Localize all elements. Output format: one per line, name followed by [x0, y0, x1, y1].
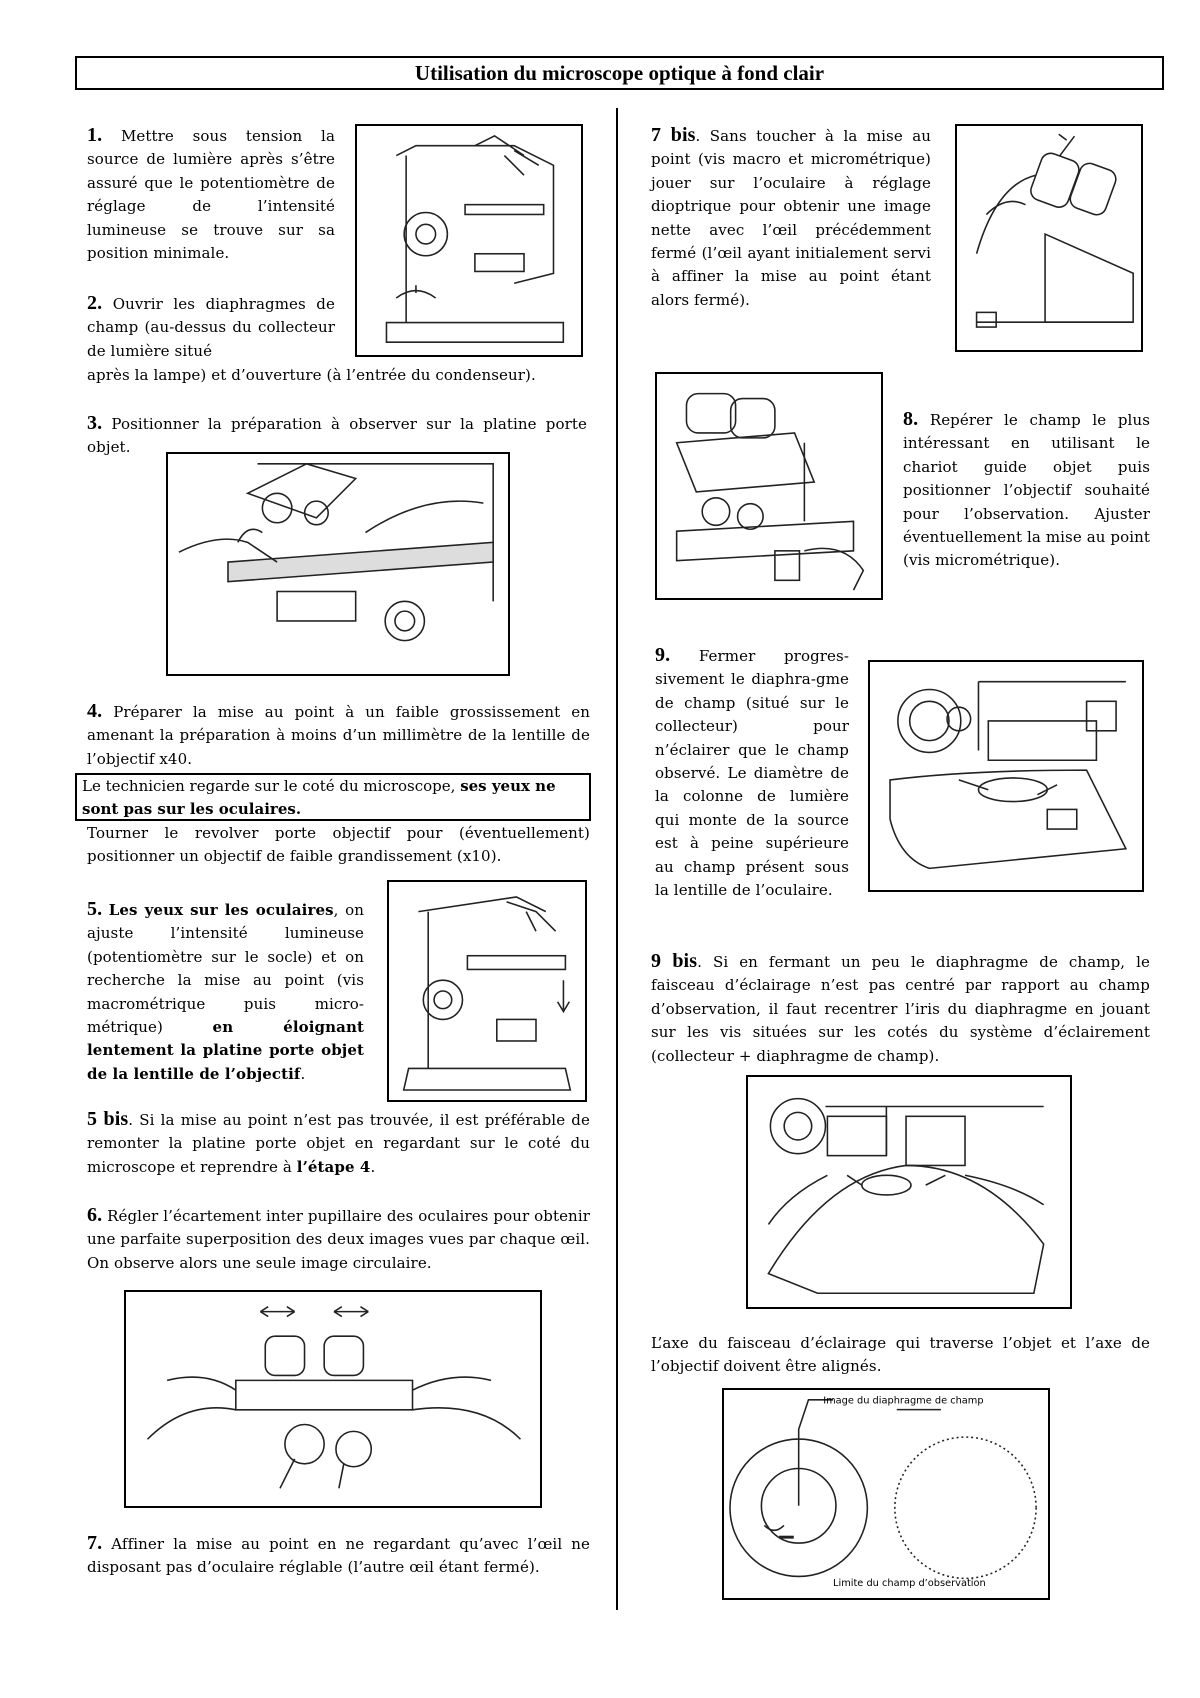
step-9-text: Fermer progres-sivement le diaphra-gme de champ (situé sur le collecteur) pour n’éclairer que le champ observé. Le diamètre de la colonne de lumière qui monte de la source est à peine supérieure au champ présent sous la lentille de l’oculaire.	[655, 647, 849, 900]
diagram-label-top: Image du diaphragme de champ	[823, 1395, 984, 1407]
step-4-warning-box	[75, 773, 591, 821]
step-8	[903, 408, 1150, 573]
figure-field-diagram	[722, 1388, 1050, 1600]
step-5-end: .	[300, 1064, 306, 1083]
diagram-label-bottom: Limite du champ d’observation	[833, 1578, 986, 1590]
step-4-number: 4.	[87, 700, 103, 722]
page-title: Utilisation du microscope optique à fond clair	[75, 56, 1164, 90]
step-5-bold-b: en éloignant lentement la platine porte objet de la lentille de l’objectif	[87, 1018, 364, 1083]
step-2	[87, 292, 335, 363]
step-1-number: 1.	[87, 124, 103, 146]
figure-field-diaphragm	[868, 660, 1144, 892]
figure-interpupillary	[124, 1290, 542, 1508]
figure-centering	[746, 1075, 1072, 1309]
step-2-text-a: Ouvrir les diaphragmes de champ (au-dessus du collecteur de lumière situé	[87, 295, 335, 360]
step-5-bold-a: Les yeux sur les oculaires	[108, 901, 334, 919]
step-5bis-text: . Si la mise au point n’est pas trouvée, il est préférable de remonter la platine porte objet en regardant sur le coté du microscope et reprendre à	[87, 1111, 590, 1176]
step-5bis-number: 5 bis	[87, 1108, 129, 1130]
step-3-number: 3.	[87, 412, 103, 434]
step-9bis-number: 9 bis	[651, 950, 698, 972]
step-1	[87, 124, 335, 265]
step-6-number: 6.	[87, 1204, 103, 1226]
figure-microscope-power	[355, 124, 583, 357]
step-7-text: Affiner la mise au point en ne regardant qu’avec l’œil ne disposant pas d’oculaire réglable (l’autre œil étant fermé).	[87, 1535, 590, 1577]
step-7-number: 7.	[87, 1532, 103, 1554]
step-7bis	[651, 124, 931, 312]
figure-diopter	[955, 124, 1143, 352]
axis-note: L’axe du faisceau d’éclairage qui traverse l’objet et l’axe de l’objectif doivent être alignés.	[651, 1334, 1150, 1376]
step-5	[87, 898, 364, 1086]
step-4-note-bold: ses yeux ne sont pas sur les oculaires.	[82, 777, 556, 818]
step-7bis-number: 7 bis	[651, 124, 696, 146]
step-7bis-text: . Sans toucher à la mise au point (vis macro et micrométrique) jouer sur l’oculaire à réglage dioptrique pour obtenir une image nette avec l’œil précédemment fermé (l’œil ayant initialement servi à affiner la mise au point étant alors fermé).	[651, 127, 931, 309]
step-2-number: 2.	[87, 292, 103, 314]
figure-focus-adjust	[387, 880, 587, 1102]
step-9-number: 9.	[655, 644, 671, 666]
step-3-text: Positionner la préparation à observer sur la platine porte objet.	[87, 415, 587, 457]
step-9bis-text: . Si en fermant un peu le diaphragme de champ, le faisceau d’éclairage n’est pas centré par rapport au champ d’observation, il faut recentrer l’iris du diaphragme en jouant sur les vis situées sur les cotés du système d’éclairement (collecteur + diaphragme de champ).	[651, 953, 1150, 1065]
figure-stage-scan	[655, 372, 883, 600]
column-divider	[616, 108, 618, 1610]
step-5bis-bold: l’étape 4	[296, 1157, 371, 1176]
step-2-continued: après la lampe) et d’ouverture (à l’entrée du condenseur).	[87, 366, 536, 384]
step-5bis-end: .	[370, 1157, 376, 1176]
step-4-text: Préparer la mise au point à un faible grossissement en amenant la préparation à moins d’un millimètre de la lentille de l’objectif x40.	[87, 703, 591, 768]
step-9	[655, 644, 849, 902]
step-5bis	[87, 1108, 590, 1179]
step-5-text: , on ajuste l’intensité lumineuse (potentiomètre sur le socle) et on recherche la mise au point (vis macrométrique puis micro-métrique)	[87, 901, 364, 1037]
step-5-number: 5.	[87, 898, 103, 920]
step-4-note: Le technicien regarde sur le coté du microscope,	[82, 777, 461, 795]
step-6-text: Régler l’écartement inter pupillaire des oculaires pour obtenir une parfaite superposition des deux images vues par chaque œil. On observe alors une seule image circulaire.	[87, 1207, 590, 1272]
step-7	[87, 1532, 590, 1580]
step-8-number: 8.	[903, 408, 919, 430]
step-4-after: Tourner le revolver porte objectif pour (éventuellement) positionner un objectif de faible grandissement (x10).	[87, 824, 590, 866]
step-9bis	[651, 950, 1150, 1068]
step-4	[87, 700, 590, 771]
step-8-text: Repérer le champ le plus intéressant en utilisant le chariot guide objet puis positionner l’objectif souhaité pour l’observation. Ajuster éventuellement la mise au point (vis micrométrique).	[903, 411, 1151, 570]
figure-slide-placement	[166, 452, 510, 676]
step-1-text: Mettre sous tension la source de lumière après s’être assuré que le potentiomètre de réglage de l’intensité lumineuse se trouve sur sa position minimale.	[87, 127, 335, 263]
step-6	[87, 1204, 590, 1275]
